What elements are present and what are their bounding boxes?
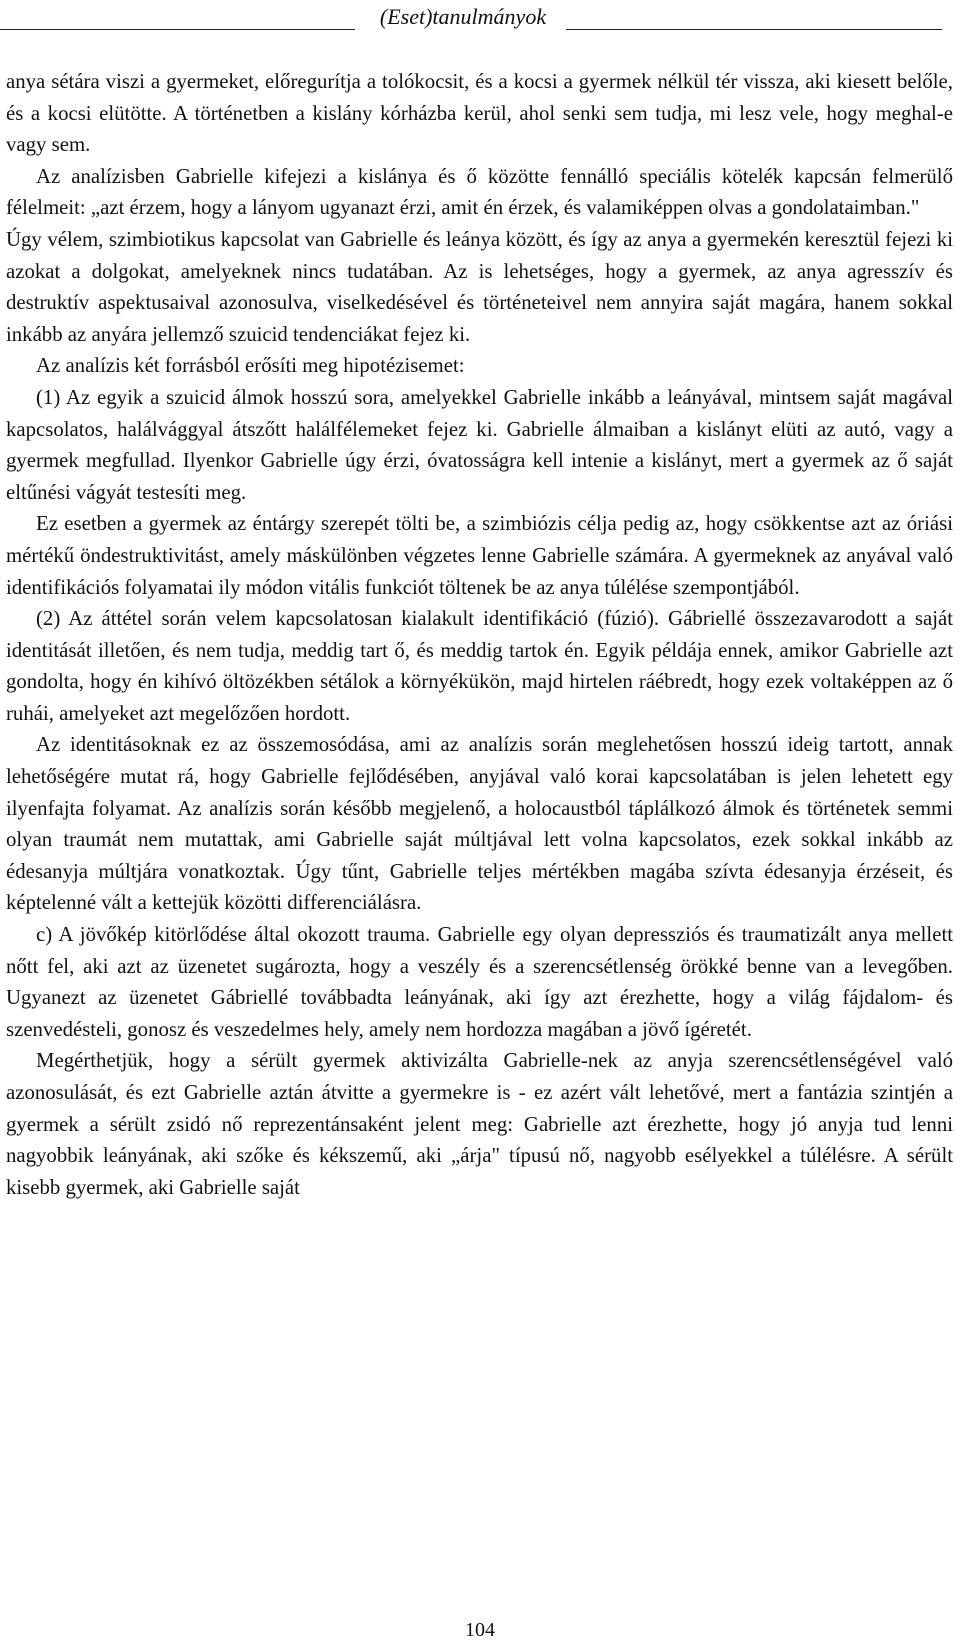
header-title: (Eset)tanulmányok bbox=[379, 4, 547, 29]
body-text bbox=[6, 66, 953, 1203]
paragraph: Az identitásoknak ez az összemosódása, ami az analízis során meglehetősen hosszú ideig tartott, annak lehetőségére mutat rá, hogy Gabrielle fejlődésében, anyjával való korai kapcsolatában is jelen lehetett egy ilyenfajta folyamat. Az analízis során később megjelenő, a holocaustból táplálkozó álmok és történetek semmi olyan traumát nem mutattak, ami Gabrielle saját múltjával lett volna kapcsolatos, ezek sokkal inkább az édesanyja múltjára vonatkoztak. Úgy tűnt, Gabrielle teljes mértékben magába szívta édesanyja érzéseit, és képtelenné vált a kettejük közötti differenciálásra. bbox=[6, 733, 953, 915]
paragraph: Az analízisben Gabrielle kifejezi a kislánya és ő közötte fennálló speciális kötelék kapcsán felmerülő félelmeit: „azt érzem, hogy a lányom ugyanazt érzi, amit én érzek, és valamiképpen olvas a gondolataimban." bbox=[6, 164, 953, 220]
paragraph: (1) Az egyik a szuicid álmok hosszú sora, amelyekkel Gabrielle inkább a leányával, mintsem saját magával kapcsolatos, halálvággyal átszőtt halálfélemeket fejez ki. Gabrielle álmaiban a kislányt elüti az autó, vagy a gyermek megfullad. Ilyenkor Gabrielle úgy érzi, óvatosságra kell intenie a kislányt, mert a gyermek az ő saját eltűnési vágyát testesíti meg. bbox=[6, 385, 953, 504]
header-rule-right bbox=[566, 29, 942, 30]
paragraph: Ez esetben a gyermek az éntárgy szerepét tölti be, a szimbiózis célja pedig az, hogy csökkentse azt az óriási mértékű öndestruktivitást, amely máskülönben végzetes lenne Gabrielle számára. A gyermeknek az anyával való identifikációs folyamatai ily módon vitális funkciót töltenek be az anya túlélése szempontjából. bbox=[6, 512, 953, 599]
header-rule-left bbox=[0, 29, 355, 30]
paragraph: Úgy vélem, szimbiotikus kapcsolat van Gabrielle és leánya között, és így az anya a gyermekén keresztül fejezi ki azokat a dolgokat, amelyeknek nincs tudatában. Az is lehetséges, hogy a gyermek, az anya agresszív és destruktív aspektusaival azonosulva, viselkedésével és történeteivel nem annyira saját magára, hanem sokkal inkább az anyára jellemző szuicid tendenciákat fejez ki. bbox=[6, 227, 953, 346]
paragraph: Az analízis két forrásból erősíti meg hipotézisemet: bbox=[36, 354, 465, 378]
page-number: 104 bbox=[465, 1619, 495, 1641]
paragraph: Megérthetjük, hogy a sérült gyermek aktivizálta Gabrielle-nek az anyja szerencsétlenségével való azonosulását, és ezt Gabrielle aztán átvitte a gyermekre is - ez azért vált lehetővé, mert a fantázia szintjén a gyermek a sérült zsidó nő reprezentánsaként jelent meg: Gabrielle azt érezhette, hogy jó anyja tud lenni nagyobbik leányának, aki szőke és kékszemű, aki „árja" típusú nő, nagyobb esélyekkel a túlélésre. A sérült kisebb gyermek, aki Gabrielle saját bbox=[6, 1049, 953, 1199]
paragraph: anya sétára viszi a gyermeket, előregurítja a tolókocsit, és a kocsi a gyermek nélkül tér vissza, aki kiesett belőle, és a kocsi elütötte. A történetben a kislány kórházba kerül, ahol senki sem tudja, mi lesz vele, hogy meghal-e vagy sem. bbox=[6, 70, 953, 157]
running-header bbox=[0, 4, 960, 32]
paragraph: c) A jövőkép kitörlődése által okozott trauma. Gabrielle egy olyan depressziós és traumatizált anya mellett nőtt fel, aki azt az üzenetet sugározta, hogy a veszély és a szerencsétlenség örökké benne van a levegőben. Ugyanezt az üzenetet Gábriellé továbbadta leányának, aki így azt érezhette, hogy a világ fájdalom- és szenvedésteli, gonosz és veszedelmes hely, amely nem hordozza magában a jövő ígéretét. bbox=[6, 923, 953, 1041]
paragraph: (2) Az áttétel során velem kapcsolatosan kialakult identifikáció (fúzió). Gábriellé összezavarodott a saját identitását illetően, és nem tudja, meddig tart ő, és meddig tartok én. Egyik példája ennek, amikor Gabrielle azt gondolta, hogy én kihívó öltözékben sétálok a környékükön, majd hirtelen ráébredt, hogy ezek voltaképpen az ő ruhái, amelyeket azt megelőzően hordott. bbox=[6, 607, 953, 725]
